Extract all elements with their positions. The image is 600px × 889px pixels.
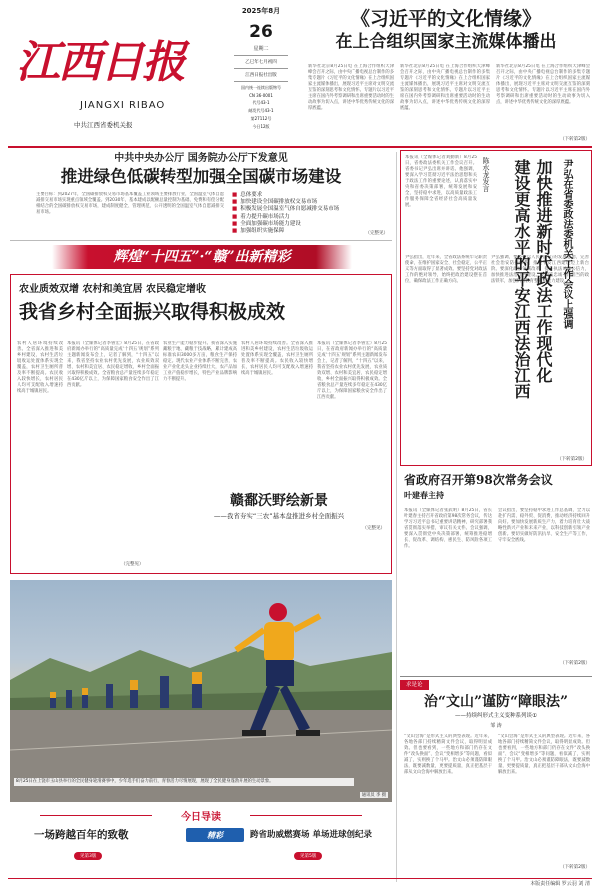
rural-story bbox=[10, 274, 392, 574]
issn-0: 国内统一连续出版物号 bbox=[241, 85, 281, 90]
carbon-bullet: ■ 加快建设全国碳排放权交易市场 bbox=[232, 199, 318, 206]
issn-1: CN 36-0001 bbox=[249, 93, 273, 98]
index-label: 今日导读 bbox=[181, 812, 221, 823]
lead-body-b: 新华社北京8月25日电 在上海合作组织天津峰会召开之际，由中央广播电视总台制作的多集专题片《习近平的文化情缘》在上合组织国家主流媒体播出，展现习近平主席对文明交流互鉴的深刻思考和文化情怀。专题片以习近平主席在国内外考察调研和出席重要活动时的生动故事为切入点，讲述中华优秀传统文化的深厚底蕴。 bbox=[400, 64, 490, 111]
yin-continued: （下转第2版） bbox=[557, 457, 587, 462]
state-sub: 叶建春主持 bbox=[404, 490, 444, 500]
organ-label: 中共江西省委机关报 bbox=[74, 121, 133, 129]
index-item-page: 见第5版 bbox=[294, 852, 322, 860]
carbon-story bbox=[10, 152, 392, 238]
state-col-1: 本报讯（全媒体记者张武明）8月25日，省长叶建春主持召开省政府第98次常务会议，传达学习习近平总书记重要讲话精神，研究部署我省贯彻落实举措，审议有关文件。会议强调，要深入贯彻党中央决策部署，统筹推进稳增长、促改革、调结构、惠民生、防风险各项工作。 bbox=[404, 508, 492, 549]
rural-col-1: 本报讯（全媒体记者李鲁宏）8月25日，在省政府新闻办举行的“高质量完成‘十四五’规划”系列主题新闻发布会上，记者了解到，“十四五”以来，我省坚持农业农村优先发展，农业质效双增、农村和美宜居、农民稳定增收，乡村全面振兴取得积极成效。全省粮食总产量连续多年稳定在430亿斤以上，为保障国家粮食安全作出了江西贡献。 bbox=[67, 341, 159, 388]
rural-col-2: 农业生产能力稳步提升。我省深入实施藏粮于地、藏粮于技战略，累计建成高标准农田3000多万亩，粮食生产保持稳定。现代农业产业体系不断完善，农业产业化龙头企业持续壮大，农产品加工业产值稳步增长，特色产业品牌影响力不断提升。 bbox=[163, 341, 237, 382]
index-rule-right bbox=[250, 815, 362, 816]
carbon-body: 主要目标：到2027年，全国碳排放权交易市场基本覆盖工业领域主要排放行业，全国温室气体自愿减排交易市场实现重点领域全覆盖。到2030年，基本建成以配额总量控制为基础、免费和有偿分配相结合的全国碳排放权交易市场，建成制度健全、管理规范、公开透明的全国温室气体自愿减排交易市场。 bbox=[36, 192, 224, 215]
lead-title-1: 《习近平的文化情缘》 bbox=[350, 8, 541, 30]
yin-title-col-2: 建设更高水平的平安江西法治江西 bbox=[512, 159, 531, 399]
commentary-continued: （下转第2版） bbox=[560, 865, 590, 870]
rural-col-3: 农村人居环境持续改善。全省深入推进和美乡村建设，农村生活垃圾收运处置体系实现全覆盖，农村卫生厕所普及率不断提高。农民收入较快增长，农村居民人均可支配收入增速持续高于城镇居民。 bbox=[241, 341, 313, 376]
index-rule-left bbox=[40, 815, 152, 816]
publisher: 江西日报社出版 bbox=[245, 73, 277, 78]
rural-col-4: 本报讯（全媒体记者李鲁宏）8月25日，在省政府新闻办举行的“高质量完成‘十四五’规划”系列主题新闻发布会上，记者了解到，“十四五”以来，我省坚持农业农村优先发展，农业质效双增、农村和美宜居、农民稳定增收，乡村全面振兴取得积极成效。全省粮食总产量连续多年稳定在430亿斤以上，为保障国家粮食安全作出了江西贡献。 bbox=[317, 341, 387, 400]
state-continued: （下转第2版） bbox=[560, 661, 590, 666]
today-index bbox=[10, 806, 392, 878]
photo-caption: 8月25日在上饶市玉山县举行的全民健身轮滑赛事中，少年选手们奋力前行，青春活力尽情展现，展现了全民健身蓬勃开展的生动景象。 bbox=[14, 778, 354, 786]
carbon-bullet: ■ 积极发展全国温室气体自愿减排交易市场 bbox=[232, 206, 340, 213]
carbon-bullet: ■ 加强组织实施保障 bbox=[232, 228, 285, 235]
footer-editor: 本版责任编辑 罗云羽 刘 清 bbox=[530, 881, 590, 887]
yin-title-col-1: 加快推进新时代政法工作现代化 bbox=[534, 159, 553, 383]
issn-4: 第27112号 bbox=[250, 116, 272, 121]
yin-col-2: 尹弘指出，近年来，全省政法系统牢记职责使命，在维护国家安全、社会稳定、公平正义等方面取得了显著成效。要坚持党对政法工作的绝对领导，始终把政治建设摆在首位，确保政法工作正确方向。 bbox=[405, 255, 487, 284]
footer-rule bbox=[8, 878, 592, 879]
rural-continued: （完整见） bbox=[121, 562, 144, 567]
state-col-2: 会议指出，要坚持稳中求进工作总基调，全力以赴扩内需、稳外贸、促消费，推动经济持续回升向好。要加快发展新质生产力，着力培育壮大战略性新兴产业和未来产业，以科技创新引领产业创新。要切实做好防汛抗旱、安全生产等工作，守牢安全底线。 bbox=[498, 508, 590, 543]
ganpo-title: 赣鄱沃野绘新景 bbox=[230, 493, 328, 509]
lead-story bbox=[300, 8, 592, 148]
lead-body-c: 新华社北京8月25日电 在上海合作组织天津峰会召开之际，由中央广播电视总台制作的多集专题片《习近平的文化情缘》在上合组织国家主流媒体播出，展现习近平主席对文明交流互鉴的深刻思考和文化情怀。专题片以习近平主席在国内外考察调研和出席重要活动时的生动故事为切入点，讲述中华优秀传统文化的深厚底蕴。 bbox=[496, 64, 590, 105]
index-badge: 精彩 bbox=[186, 828, 244, 842]
theme-banner bbox=[52, 245, 352, 269]
yin-author-line: 尹弘在省委政法委机关工作会议上强调 bbox=[561, 159, 572, 329]
carbon-title: 推进绿色低碳转型加强全国碳市场建设 bbox=[60, 167, 342, 186]
newspaper-logo: 江西日报 bbox=[16, 37, 184, 88]
carbon-bullet: ■ 全面加强碳市场能力建设 bbox=[232, 220, 301, 227]
weekday: 星期二 bbox=[253, 46, 269, 52]
commentary-label: 求是论 bbox=[400, 680, 429, 690]
masthead-rule bbox=[8, 146, 592, 148]
state-title: 省政府召开第98次常务会议 bbox=[404, 473, 553, 487]
carbon-bullet: ■ 总体要求 bbox=[232, 192, 263, 198]
issn-2: 代号43-1 bbox=[252, 100, 270, 105]
yin-col-1: 本报讯（全媒体记者刘勤新）8月25日，省委政法委机关工作会议召开。省委书记尹弘出席并讲话。他强调，要深入学习贯彻习近平法治思想和关于政法工作的重要论述，认真落实中央和省委决策部署，统筹发展和安全，坚持稳中求进，以高质量政法工作服务保障全省经济社会高质量发展。 bbox=[405, 155, 477, 208]
commentary-subtitle: ——持续纠形式主义变种系列谈① bbox=[455, 713, 537, 719]
lunar-date: 乙巳年七月初四 bbox=[245, 60, 277, 65]
photo-credit: 通讯员 李 摄 bbox=[361, 793, 386, 798]
issn-3: 邮发代号43-1 bbox=[248, 108, 274, 113]
carbon-continued: （完整见） bbox=[365, 231, 388, 236]
banner-text: 辉煌“十四五”·“赣”出新精彩 bbox=[113, 249, 291, 265]
state-meeting-story bbox=[400, 472, 592, 672]
index-item-2[interactable] bbox=[250, 828, 392, 861]
logo-pinyin: JIANGXI RIBAO bbox=[80, 100, 166, 111]
year-month: 2025年8月 bbox=[241, 7, 281, 15]
index-item-1[interactable] bbox=[34, 828, 164, 861]
lead-continued: （下转第2版） bbox=[560, 137, 590, 142]
carbon-kicker: 中共中央办公厅 国务院办公厅下发意见 bbox=[114, 153, 288, 164]
commentary-story bbox=[400, 680, 592, 874]
commentary-author: 邹 涛 bbox=[490, 723, 502, 729]
yin-subtitle: 陈水龙发言 bbox=[482, 157, 490, 192]
ganpo-subtitle: ——我省夯实“三农”基本盘推进乡村全面振兴 bbox=[213, 512, 345, 520]
date-column bbox=[228, 6, 294, 156]
index-item-title: 跨省助威燃赛场 单场进球创纪录 bbox=[250, 830, 372, 840]
rural-kicker: 农业质效双增 农村和美宜居 农民稳定增收 bbox=[19, 284, 206, 295]
track-surface bbox=[10, 710, 392, 802]
commentary-col-2: “文山会海”是形式主义的典型表现。近年来，各地各部门持续精简文件会议，取得明显成效。但也要看到，一些地方和部门仍存在文件“改头换面”、会议“变相增多”等问题，看似减了，实则换了个马甲。治文山必须谨防障眼法，既要减数量，更要提质量，真正把基层干部从文山会海中解放出来。 bbox=[498, 734, 590, 775]
rural-title: 我省乡村全面振兴取得积极成效 bbox=[19, 301, 286, 323]
issn-5: 今日12版 bbox=[252, 124, 270, 129]
rural-col-0: 农村人居环境持续改善。全省深入推进和美乡村建设，农村生活垃圾收运处置体系实现全覆盖，农村卫生厕所普及率不断提高。农民收入较快增长，农村居民人均可支配收入增速持续高于城镇居民。 bbox=[17, 341, 63, 394]
ganpo-continued: （完整见） bbox=[362, 526, 385, 531]
index-item-page: 见第3版 bbox=[74, 852, 102, 860]
skaters-illustration bbox=[10, 580, 392, 802]
yin-story bbox=[400, 150, 592, 466]
lead-title-2: 在上合组织国家主流媒体播出 bbox=[335, 32, 557, 52]
lead-body-a: 新华社北京8月25日电 在上海合作组织天津峰会召开之际，由中央广播电视总台制作的多集专题片《习近平的文化情缘》在上合组织国家主流媒体播出，展现习近平主席对文明交流互鉴的深刻思考和文化情怀。专题片以习近平主席在国内外考察调研和出席重要活动时的生动故事为切入点，讲述中华优秀传统文化的深厚底蕴。 bbox=[308, 64, 394, 111]
day-number: 26 bbox=[249, 22, 273, 42]
ganpo-subfeature bbox=[171, 491, 387, 565]
yin-col-3: 尹弘强调，要坚持以人民为中心的发展思想，完善社会治安防控体系，推进平安江西建设迈上新台阶。要深化政法领域改革，提升执法司法公信力，加快推进法治江西建设。要锻造忠诚干净担当的政法铁军，加强队伍教育整顿和能力建设。 bbox=[491, 255, 589, 284]
commentary-col-1: “文山会海”是形式主义的典型表现。近年来，各地各部门持续精简文件会议，取得明显成效。但也要看到，一些地方和部门仍存在文件“改头换面”、会议“变相增多”等问题，看似减了，实则换了个马甲。治文山必须谨防障眼法，既要减数量，更要提质量，真正把基层干部从文山会海中解放出来。 bbox=[404, 734, 492, 775]
commentary-title: 治“文山”谨防“障眼法” bbox=[423, 694, 569, 710]
carbon-bullet: ■ 着力提升碳市场活力 bbox=[232, 213, 290, 220]
main-photo bbox=[10, 580, 392, 802]
index-item-title: 一场跨越百年的致敬 bbox=[34, 829, 129, 841]
